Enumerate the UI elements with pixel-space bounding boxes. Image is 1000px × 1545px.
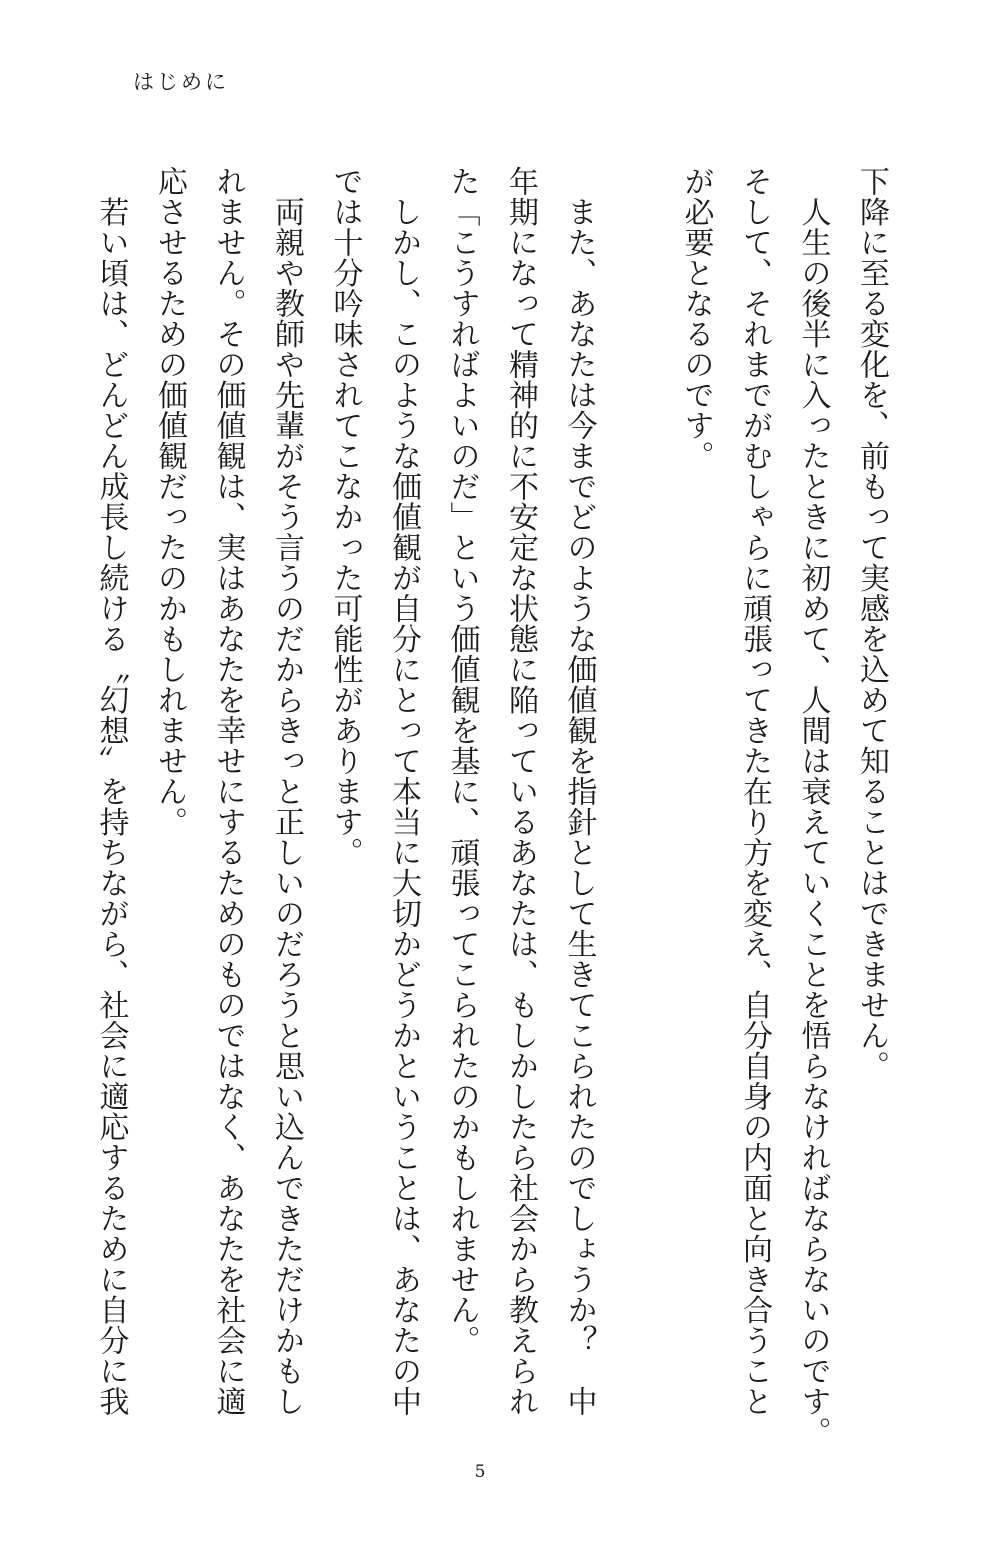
text-line: れません。その価値観は、実はあなたを幸せにするためのものではなく、あなたを社会に適 <box>210 166 246 1417</box>
text-line: が必要となるのです。 <box>678 166 714 471</box>
page-number: 5 <box>474 1462 486 1482</box>
text-line: た「こうすればよいのだ」という価値観を基に、頑張ってこられたのかもしれません。 <box>444 166 480 1356</box>
body-text <box>81 166 900 1447</box>
text-line: 若い頃は、どんどん成長し続ける〝幻想〟を持ちながら、社会に適応するために自分に我 <box>93 166 129 1417</box>
text-line: そして、それまでがむしゃらに頑張ってきた在り方を変え、自分自身の内面と向き合うこと <box>737 166 772 1417</box>
text-line: 下降に至る変化を、前もって実感を込めて知ることはできません。 <box>854 166 889 1081</box>
text-line: 年期になって精神的に不安定な状態に陥っているあなたは、もしかしたら社会から教えられ <box>503 166 538 1417</box>
running-head: はじめに <box>133 70 229 94</box>
blank-line <box>608 166 667 1431</box>
text-line: 両親や教師や先輩がそう言うのだからきっと正しいのだろうと思い込んできただけかもし <box>269 166 304 1417</box>
text-line: では十分吟味されてこなかった可能性があります。 <box>327 166 363 868</box>
text-line: また、あなたは今までどのような価値観を指針として生きてこられたのでしょうか？ 中 <box>561 166 597 1417</box>
text-line: 人生の後半に入ったときに初めて、人間は衰えていくことを悟らなければならないのです。 <box>795 166 831 1447</box>
text-line: 応させるための価値観だったのかもしれません。 <box>152 166 187 837</box>
text-line: しかし、このような価値観が自分にとって本当に大切かどうかということは、あなたの中 <box>386 166 421 1417</box>
